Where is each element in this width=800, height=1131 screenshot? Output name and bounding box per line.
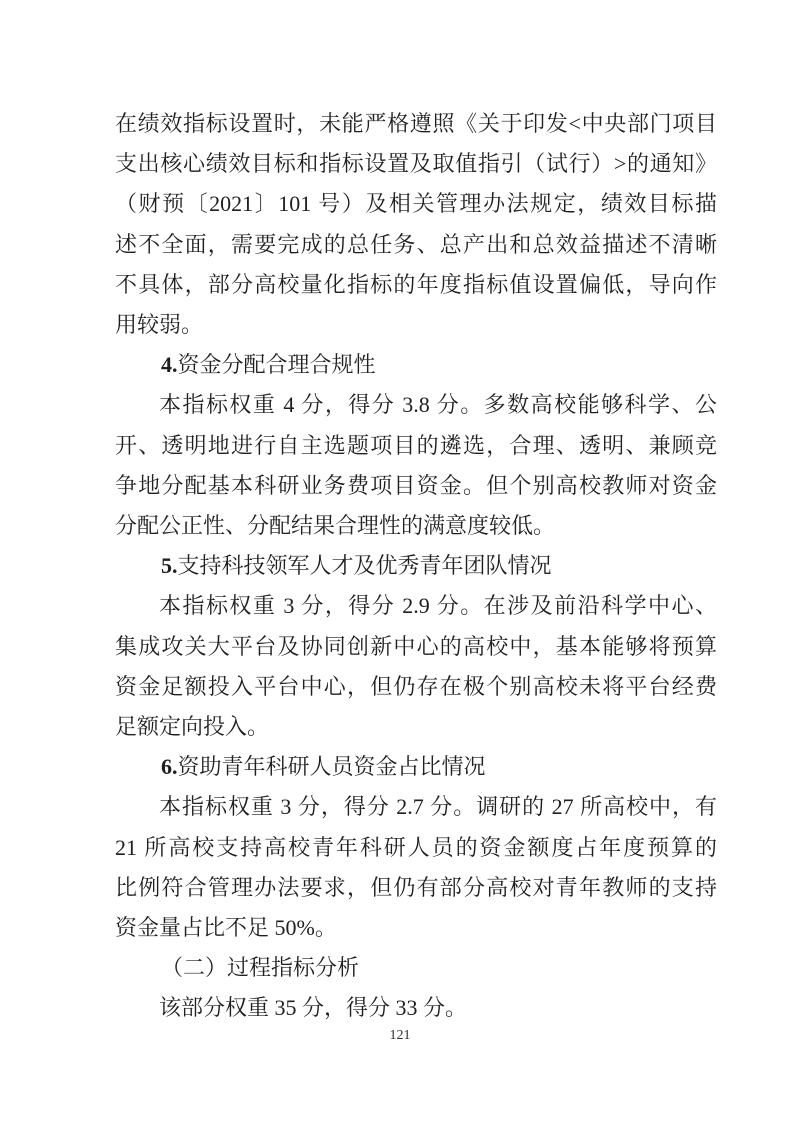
text-line: 比例符合管理办法要求，但仍有部分高校对青年教师的支持: [115, 874, 717, 900]
section-6-title: 资助青年科研人员资金占比情况: [177, 754, 486, 780]
section-5-number: 5.: [161, 553, 178, 579]
text-line: 本指标权重 4 分，得分 3.8 分。多数高校能够科学、公: [159, 392, 717, 418]
text-line: 资金量占比不足 50%。: [115, 915, 337, 941]
section-6-paragraph: [115, 787, 717, 948]
page-text-block: [115, 104, 717, 1029]
text-line: 述不全面，需要完成的总任务、总产出和总效益描述不清晰: [115, 231, 717, 257]
page-number: 121: [389, 1028, 411, 1043]
section-6-number: 6.: [161, 754, 178, 780]
text-line: 资金足额投入平台中心，但仍存在极个别高校未将平台经费: [115, 673, 717, 699]
text-line: 本指标权重 3 分，得分 2.9 分。在涉及前沿科学中心、: [159, 593, 717, 619]
text-line: 支出核心绩效目标和指标设置及取值指引（试行）>的通知》: [115, 151, 717, 177]
text-line: （财预〔2021〕101 号）及相关管理办法规定，绩效目标描: [115, 191, 717, 217]
section-4-title: 资金分配合理合规性: [177, 352, 376, 378]
text-line: 该部分权重 35 分，得分 33 分。: [159, 995, 468, 1021]
text-line: 集成攻关大平台及协同创新中心的高校中，基本能够将预算: [115, 633, 717, 659]
text-line: 不具体，部分高校量化指标的年度指标值设置偏低，导向作: [115, 271, 717, 297]
paragraph-performance-indicators: [115, 104, 717, 345]
text-line: 争地分配基本科研业务费项目资金。但个别高校教师对资金: [115, 472, 717, 498]
text-line: 分配公正性、分配结果合理性的满意度较低。: [115, 513, 556, 539]
section-4-heading: [115, 345, 717, 385]
text-line: 在绩效指标设置时，未能严格遵照《关于印发<中央部门项目: [115, 111, 717, 136]
section-5-heading: [115, 546, 717, 586]
section-6-heading: [115, 747, 717, 787]
text-line: 用较弱。: [115, 312, 204, 338]
text-line: 21 所高校支持高校青年科研人员的资金额度占年度预算的: [115, 834, 717, 860]
section-5-title: 支持科技领军人才及优秀青年团队情况: [177, 553, 552, 579]
subsection-2-heading: （二）过程指标分析: [161, 955, 360, 981]
text-line: 开、透明地进行自主选题项目的遴选，合理、透明、兼顾竞: [115, 432, 717, 458]
section-5-paragraph: [115, 586, 717, 747]
text-line: 本指标权重 3 分，得分 2.7 分。调研的 27 所高校中，有: [159, 794, 717, 820]
section-4-number: 4.: [161, 352, 178, 378]
text-line: 足额定向投入。: [115, 714, 270, 740]
subsection-2-paragraph: [115, 988, 717, 1028]
section-4-paragraph: [115, 385, 717, 546]
